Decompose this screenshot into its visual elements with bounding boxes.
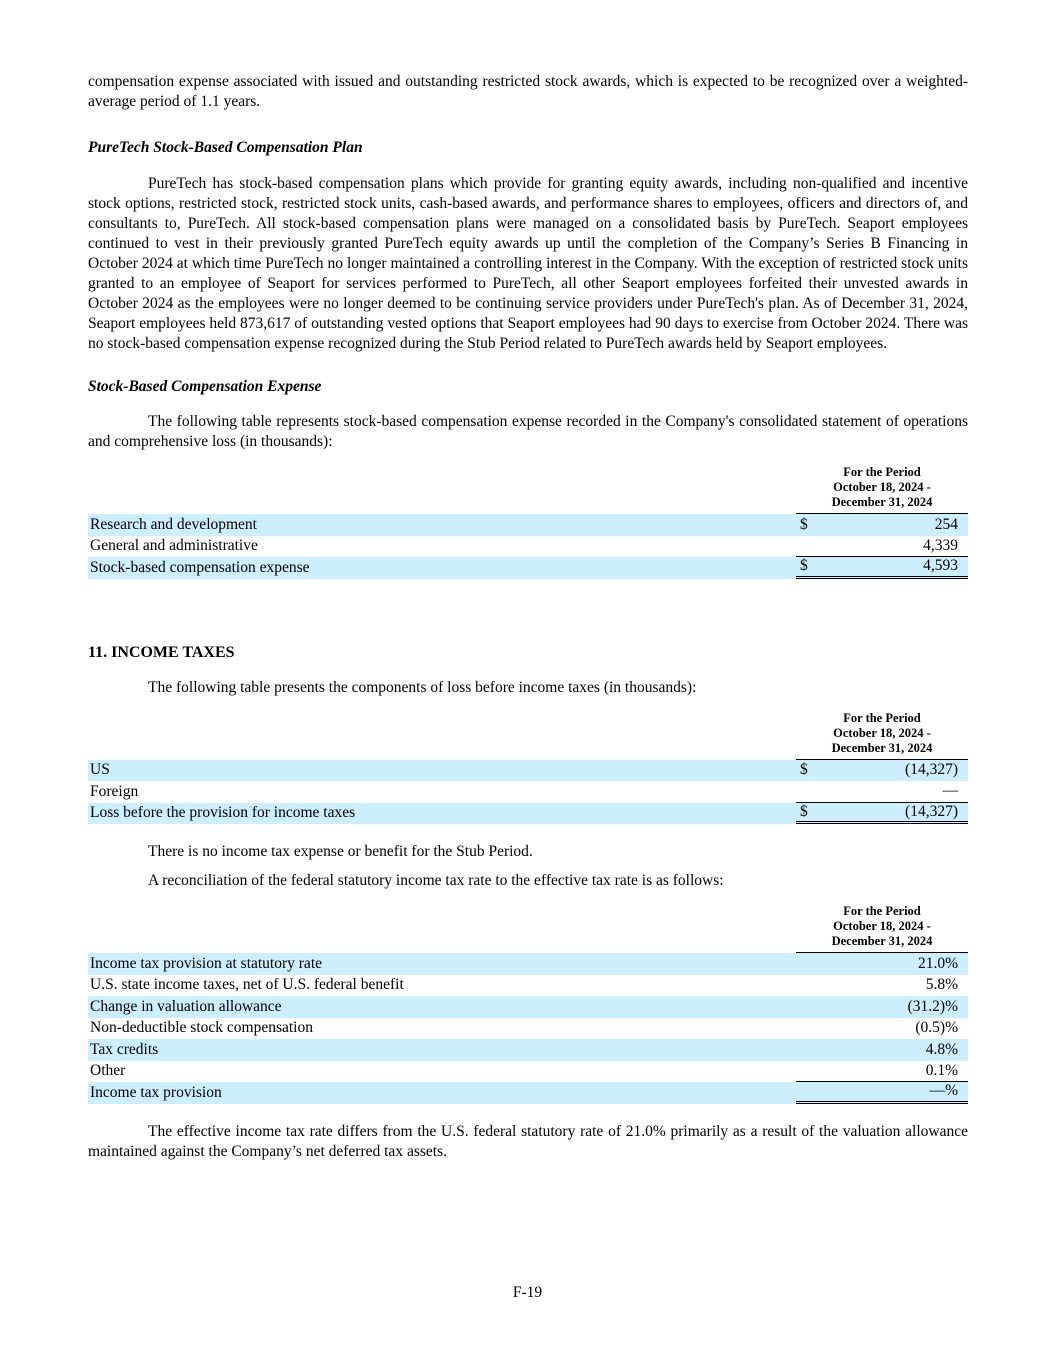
period-header-line: October 18, 2024 - <box>833 480 931 494</box>
row-value: (0.5)% <box>915 1019 958 1037</box>
period-header-line: For the Period <box>843 904 921 918</box>
row-label: Non-deductible stock compensation <box>90 1019 313 1037</box>
period-header-line: For the Period <box>843 710 921 725</box>
row-amount <box>796 1061 968 1083</box>
heading-income-taxes: 11. INCOME TAXES <box>88 643 235 661</box>
table-row <box>88 1082 968 1104</box>
table-row <box>88 536 968 558</box>
row-amount <box>796 760 968 782</box>
row-label: US <box>90 761 110 779</box>
period-header <box>796 465 968 514</box>
row-label: Income tax provision at statutory rate <box>90 954 323 972</box>
row-value: 4,339 <box>923 536 958 554</box>
table-row <box>88 953 968 975</box>
period-header-line: For the Period <box>843 465 921 479</box>
row-label: Change in valuation allowance <box>90 997 282 1015</box>
row-value: (14,327) <box>905 802 958 820</box>
row-amount <box>796 1039 968 1061</box>
table-column-header <box>88 904 968 953</box>
paragraph-continuation: compensation expense associated with issued and outstanding restricted stock awards, which is expected to be recognized over a weighted-average period of 1.1 years. <box>88 73 968 110</box>
period-header <box>796 904 968 953</box>
row-label: Tax credits <box>90 1040 159 1058</box>
paragraph-reconciliation-intro: A reconciliation of the federal statutory income tax rate to the effective tax rate is as follows: <box>148 872 724 889</box>
row-label: Research and development <box>90 515 257 533</box>
table-row <box>88 1061 968 1083</box>
table-row <box>88 1018 968 1040</box>
table-column-header <box>88 465 968 514</box>
row-value: 4,593 <box>923 557 958 575</box>
row-value: — <box>942 782 958 800</box>
paragraph-puretech-plan: PureTech has stock-based compensation plans which provide for granting equity awards, including non-qualified and incentive stock options, restricted stock, restricted stock units, cash-based awards, and performance shares to employees, officers and directors of, and consultants to, PureTech. All stock-based compensation plans were managed on a consolidated basis by PureTech. Seaport employees continued to vest in their previously granted PureTech equity awards up until the completion of the Company’s Series B Financing in October 2024 at which time PureTech no longer maintained a controlling interest in the Company. With the exception of restricted stock units granted to an employee of Seaport for services performed to PureTech, all other Seaport employees forfeited their unvested awards in October 2024 as the employees were no longer deemed to be continuing service providers under PureTech's plan. As of December 31, 2024, Seaport employees held 873,617 of outstanding vested options that Seaport employees had 90 days to exercise from October 2024. There was no stock-based compensation expense recognized during the Stub Period related to PureTech awards held by Seaport employees. <box>88 175 968 352</box>
row-value: —% <box>929 1082 958 1100</box>
table-row <box>88 557 968 579</box>
heading-sbc-expense: Stock-Based Compensation Expense <box>88 378 322 395</box>
dollar-sign: $ <box>800 802 808 820</box>
row-amount <box>796 781 968 803</box>
row-amount <box>796 514 968 536</box>
period-header <box>796 711 968 760</box>
row-value: 0.1% <box>925 1061 958 1079</box>
table-row <box>88 514 968 536</box>
period-header-line: December 31, 2024 <box>831 740 933 755</box>
table-column-header <box>88 711 968 760</box>
period-header-line: October 18, 2024 - <box>833 919 931 933</box>
row-value: (31.2)% <box>907 997 958 1015</box>
row-value: (14,327) <box>905 761 958 779</box>
table-row <box>88 975 968 997</box>
dollar-sign: $ <box>800 515 808 533</box>
row-label: General and administrative <box>90 537 258 555</box>
paragraph-loss-table-intro: The following table presents the components of loss before income taxes (in thousands): <box>148 678 697 696</box>
row-label: Income tax provision <box>90 1083 222 1101</box>
period-header-line: December 31, 2024 <box>831 934 933 948</box>
loss-before-income-taxes-table <box>88 711 968 825</box>
heading-puretech-plan: PureTech Stock-Based Compensation Plan <box>88 139 363 156</box>
tax-rate-reconciliation-table <box>88 904 968 1104</box>
row-amount <box>796 1018 968 1040</box>
table-row <box>88 803 968 825</box>
row-amount <box>796 996 968 1018</box>
stock-compensation-expense-table <box>88 465 968 579</box>
dollar-sign: $ <box>800 761 808 779</box>
paragraph-sbc-table-intro: The following table represents stock-based compensation expense recorded in the Company's consolidated statement of operations and comprehensive loss (in thousands): <box>88 413 968 450</box>
row-value: 5.8% <box>925 976 958 994</box>
row-amount <box>796 975 968 997</box>
paragraph-effective-rate: The effective income tax rate differs from the U.S. federal statutory rate of 21.0% primarily as a result of the valuation allowance maintained against the Company’s net deferred tax assets. <box>88 1122 968 1160</box>
row-amount <box>796 557 968 579</box>
row-value: 4.8% <box>925 1040 958 1058</box>
table-row <box>88 760 968 782</box>
row-label: Other <box>90 1062 126 1080</box>
row-label: Foreign <box>90 782 139 800</box>
row-value: 21.0% <box>917 954 958 972</box>
row-label: Loss before the provision for income taxes <box>90 804 356 822</box>
table-row <box>88 996 968 1018</box>
row-label: Stock-based compensation expense <box>90 558 310 576</box>
row-label: U.S. state income taxes, net of U.S. federal benefit <box>90 976 404 994</box>
row-value: 254 <box>934 515 958 533</box>
row-amount <box>796 536 968 558</box>
table-row <box>88 1039 968 1061</box>
table-row <box>88 781 968 803</box>
dollar-sign: $ <box>800 557 808 575</box>
row-amount <box>796 953 968 975</box>
page-number: F-19 <box>512 1284 543 1301</box>
paragraph-no-tax-expense: There is no income tax expense or benefit for the Stub Period. <box>148 843 533 860</box>
row-amount <box>796 803 968 825</box>
row-amount <box>796 1082 968 1104</box>
period-header-line: October 18, 2024 - <box>833 725 931 740</box>
period-header-line: December 31, 2024 <box>831 495 933 509</box>
